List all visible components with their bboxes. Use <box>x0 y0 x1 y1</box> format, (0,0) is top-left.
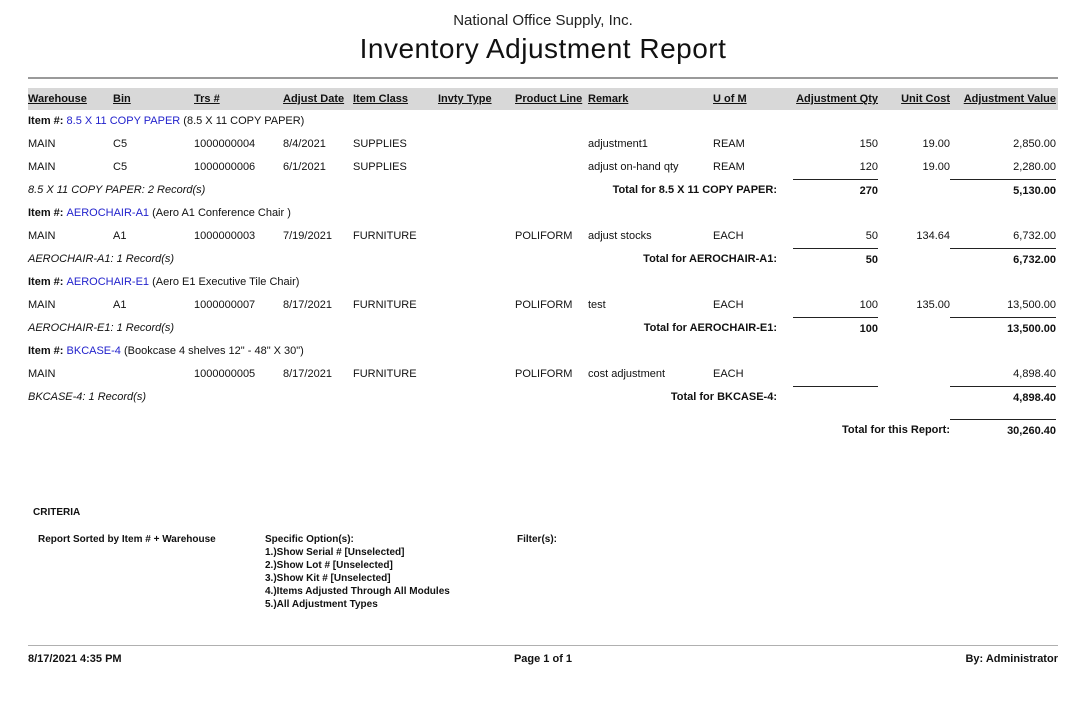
cell-adjust-date: 7/19/2021 <box>283 230 332 242</box>
cell-bin: C5 <box>113 138 128 150</box>
cell-remark: adjustment1 <box>588 138 648 150</box>
group-total-row <box>28 248 1058 271</box>
item-code-link[interactable]: BKCASE-4 <box>66 345 124 357</box>
table-header-row <box>28 88 1058 110</box>
cell-invty-type <box>438 133 515 156</box>
item-prefix-label: Item #: <box>28 115 67 127</box>
col-header-trs[interactable]: Trs # <box>194 93 220 105</box>
footer-page-number: Page 1 of 1 <box>513 653 573 665</box>
table-row <box>28 294 1058 317</box>
group-total-label: Total for AEROCHAIR-A1: <box>643 253 777 265</box>
item-prefix-label: Item #: <box>28 207 67 219</box>
col-header-product-line[interactable]: Product Line <box>515 93 583 105</box>
cell-product-line <box>515 133 588 156</box>
cell-product-line <box>515 156 588 179</box>
report-body <box>28 77 1058 611</box>
table-row <box>28 133 1058 156</box>
group-total-value: 5,130.00 <box>950 179 1056 203</box>
group-total-unit-cost-spacer <box>878 386 950 410</box>
cell-remark: test <box>588 299 606 311</box>
cell-item-class: SUPPLIES <box>353 161 407 173</box>
record-count: 8.5 X 11 COPY PAPER: 2 Record(s) <box>28 184 206 196</box>
cell-adjustment-value: 6,732.00 <box>1013 230 1056 242</box>
cell-bin <box>113 363 194 386</box>
criteria-sort: Report Sorted by Item # + Warehouse <box>38 534 216 545</box>
footer-user: By: Administrator <box>965 653 1058 665</box>
cell-product-line: POLIFORM <box>515 299 573 311</box>
cell-unit-cost: 19.00 <box>922 161 950 173</box>
group-total-unit-cost-spacer <box>878 248 950 272</box>
footer-datetime: 8/17/2021 4:35 PM <box>28 653 122 665</box>
cell-adjustment-qty <box>793 363 878 386</box>
item-code-link[interactable]: 8.5 X 11 COPY PAPER <box>66 115 184 127</box>
group-total-unit-cost-spacer <box>878 179 950 203</box>
item-header <box>28 110 1058 133</box>
group-total-value: 6,732.00 <box>950 248 1056 272</box>
cell-uofm: EACH <box>713 299 744 311</box>
cell-unit-cost: 135.00 <box>916 299 950 311</box>
col-header-unit-cost[interactable]: Unit Cost <box>901 93 950 105</box>
cell-adjust-date: 8/17/2021 <box>283 368 332 380</box>
cell-remark: cost adjustment <box>588 368 666 380</box>
cell-product-line: POLIFORM <box>515 230 573 242</box>
item-prefix-label: Item #: <box>28 345 67 357</box>
group-total-value: 4,898.40 <box>950 386 1056 410</box>
cell-bin: A1 <box>113 230 127 242</box>
cell-uofm: REAM <box>713 161 745 173</box>
cell-unit-cost: 19.00 <box>922 138 950 150</box>
cell-adjustment-qty: 50 <box>865 230 878 242</box>
criteria-option: 2.)Show Lot # [Unselected] <box>265 560 393 571</box>
group-total-row <box>28 179 1058 202</box>
cell-trs: 1000000003 <box>194 230 256 242</box>
criteria-option: 1.)Show Serial # [Unselected] <box>265 547 405 558</box>
report-total-value: 30,260.40 <box>950 419 1056 443</box>
record-count: AEROCHAIR-E1: 1 Record(s) <box>28 322 175 334</box>
item-code-link[interactable]: AEROCHAIR-A1 <box>66 207 153 219</box>
cell-uofm: REAM <box>713 138 745 150</box>
cell-trs: 1000000005 <box>194 368 256 380</box>
cell-adjust-date: 8/4/2021 <box>283 138 326 150</box>
item-description: (Bookcase 4 shelves 12" - 48" X 30") <box>123 345 304 357</box>
group-total-value: 13,500.00 <box>950 317 1056 341</box>
cell-adjustment-value: 13,500.00 <box>1007 299 1056 311</box>
table-row <box>28 363 1058 386</box>
item-header <box>28 202 1058 225</box>
col-header-bin[interactable]: Bin <box>113 93 131 105</box>
col-header-warehouse[interactable]: Warehouse <box>28 93 87 105</box>
cell-adjust-date: 8/17/2021 <box>283 299 332 311</box>
cell-warehouse: MAIN <box>28 299 56 311</box>
criteria-section <box>28 533 1058 611</box>
col-header-adjust-date[interactable]: Adjust Date <box>283 93 345 105</box>
company-name: National Office Supply, Inc. <box>453 12 633 29</box>
cell-unit-cost: 134.64 <box>916 230 950 242</box>
cell-adjustment-qty: 150 <box>859 138 878 150</box>
col-header-invty-type[interactable]: Invty Type <box>438 93 492 105</box>
group-total-row <box>28 386 1058 409</box>
cell-adjustment-value: 2,280.00 <box>1013 161 1056 173</box>
item-description: (Aero E1 Executive Tile Chair) <box>152 276 300 288</box>
page-footer <box>28 645 1058 665</box>
cell-item-class: FURNITURE <box>353 299 417 311</box>
criteria-filters-heading: Filter(s): <box>517 534 557 545</box>
item-description: (Aero A1 Conference Chair ) <box>152 207 291 219</box>
cell-trs: 1000000007 <box>194 299 256 311</box>
table-row <box>28 225 1058 248</box>
col-header-uofm[interactable]: U of M <box>713 93 747 105</box>
group-total-label: Total for BKCASE-4: <box>670 391 777 403</box>
criteria-option: 5.)All Adjustment Types <box>265 599 378 610</box>
col-header-adjustment-value[interactable]: Adjustment Value <box>963 93 1056 105</box>
cell-invty-type <box>438 156 515 179</box>
item-header <box>28 340 1058 363</box>
cell-invty-type <box>438 363 515 386</box>
col-header-item-class[interactable]: Item Class <box>353 93 409 105</box>
cell-adjustment-qty: 120 <box>859 161 878 173</box>
criteria-options-heading: Specific Option(s): <box>265 534 354 545</box>
group-total-unit-cost-spacer <box>878 317 950 341</box>
cell-adjustment-qty: 100 <box>859 299 878 311</box>
cell-remark: adjust stocks <box>588 230 652 242</box>
col-header-remark[interactable]: Remark <box>588 93 629 105</box>
group-total-qty <box>793 386 878 410</box>
title-divider <box>28 77 1058 79</box>
cell-remark: adjust on-hand qty <box>588 161 679 173</box>
cell-product-line: POLIFORM <box>515 368 573 380</box>
cell-item-class: FURNITURE <box>353 230 417 242</box>
table-row <box>28 156 1058 179</box>
criteria-option: 4.)Items Adjusted Through All Modules <box>265 586 450 597</box>
cell-trs: 1000000004 <box>194 138 256 150</box>
group-total-label: Total for AEROCHAIR-E1: <box>643 322 777 334</box>
group-total-qty: 50 <box>793 248 878 272</box>
cell-uofm: EACH <box>713 230 744 242</box>
cell-warehouse: MAIN <box>28 161 56 173</box>
item-header <box>28 271 1058 294</box>
item-prefix-label: Item #: <box>28 276 67 288</box>
cell-bin: A1 <box>113 299 127 311</box>
report-total-row <box>28 419 1058 442</box>
criteria-options <box>265 533 517 611</box>
report-total-label: Total for this Report: <box>842 424 950 436</box>
group-total-qty: 270 <box>793 179 878 203</box>
group-total-qty: 100 <box>793 317 878 341</box>
cell-item-class: FURNITURE <box>353 368 417 380</box>
group-total-label: Total for 8.5 X 11 COPY PAPER: <box>612 184 777 196</box>
cell-adjust-date: 6/1/2021 <box>283 161 326 173</box>
cell-trs: 1000000006 <box>194 161 256 173</box>
record-count: AEROCHAIR-A1: 1 Record(s) <box>28 253 175 265</box>
item-code-link[interactable]: AEROCHAIR-E1 <box>66 276 153 288</box>
cell-adjustment-value: 2,850.00 <box>1013 138 1056 150</box>
col-header-adjustment-qty[interactable]: Adjustment Qty <box>796 93 878 105</box>
criteria-option: 3.)Show Kit # [Unselected] <box>265 573 391 584</box>
criteria-heading: CRITERIA <box>33 507 81 518</box>
cell-bin: C5 <box>113 161 128 173</box>
item-description: (8.5 X 11 COPY PAPER) <box>183 115 305 127</box>
cell-invty-type <box>438 294 515 317</box>
cell-item-class: SUPPLIES <box>353 138 407 150</box>
page-title: Inventory Adjustment Report <box>359 33 727 64</box>
cell-adjustment-value: 4,898.40 <box>1013 368 1056 380</box>
group-total-row <box>28 317 1058 340</box>
cell-warehouse: MAIN <box>28 230 56 242</box>
cell-unit-cost <box>878 363 950 386</box>
record-count: BKCASE-4: 1 Record(s) <box>28 391 146 403</box>
cell-warehouse: MAIN <box>28 368 56 380</box>
cell-warehouse: MAIN <box>28 138 56 150</box>
cell-invty-type <box>438 225 515 248</box>
cell-uofm: EACH <box>713 368 744 380</box>
